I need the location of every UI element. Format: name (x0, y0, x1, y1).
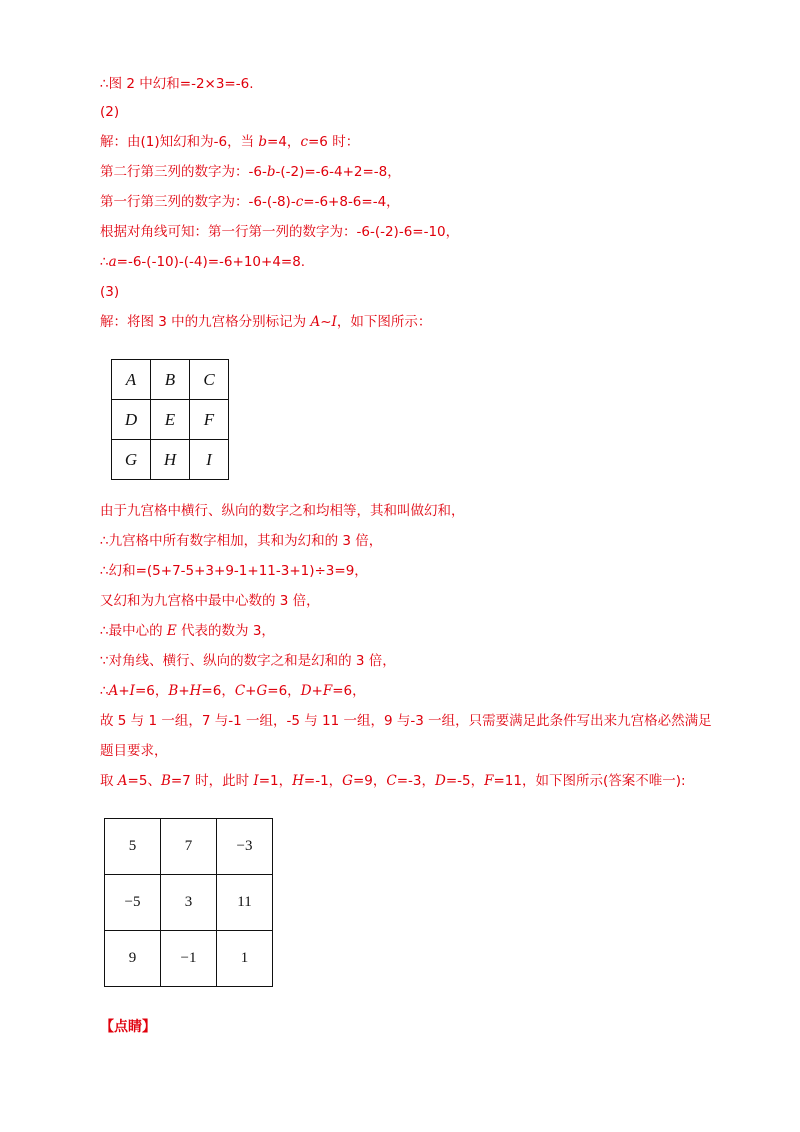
text-segment: + (311, 683, 323, 699)
number-grid-cell: −5 (105, 875, 161, 931)
letter-grid-cell: D (112, 400, 151, 440)
math-variable: F (484, 773, 494, 789)
text-segment: 第一行第三列的数字为：-6-(-8)- (100, 194, 296, 210)
text-segment: 题目要求， (100, 743, 168, 759)
number-grid-row (105, 931, 273, 987)
text-segment: ∴ (100, 254, 109, 270)
text-segment: 代表的数为 3， (176, 623, 275, 639)
math-variable: B (168, 683, 179, 699)
text-segment: + (245, 683, 257, 699)
math-variable: C (234, 683, 246, 699)
text-segment: ∴幻和=(5+7-5+3+9-1+11-3+1)÷3=9， (100, 563, 368, 579)
letter-grid-cell: G (112, 440, 151, 480)
text-line-14 (100, 622, 275, 640)
text-segment: =6， (332, 683, 366, 699)
text-line-3 (100, 133, 359, 151)
text-line-2 (100, 103, 119, 121)
math-variable: b (258, 134, 268, 150)
text-segment: 根据对角线可知：第一行第一列的数字为：-6-(-2)-6=-10， (100, 224, 460, 240)
letter-grid-row (112, 440, 229, 480)
text-segment: ∴九宫格中所有数字相加，其和为幻和的 3 倍， (100, 533, 383, 549)
text-segment: ，如下图所示： (336, 314, 432, 330)
text-line-16 (100, 682, 366, 700)
number-grid-cell: −3 (217, 819, 273, 875)
text-segment: =-6-(-10)-(-4)=-6+10+4=8. (116, 254, 306, 270)
text-segment: + (178, 683, 190, 699)
math-variable: I (331, 314, 337, 330)
math-variable: G (256, 683, 268, 699)
text-segment: =9， (352, 773, 387, 789)
number-grid-cell: 5 (105, 819, 161, 875)
letter-grid-row (112, 360, 229, 400)
text-line-15 (100, 652, 396, 670)
text-line-18 (100, 742, 168, 760)
letter-grid-cell: C (190, 360, 229, 400)
text-line-8 (100, 283, 119, 301)
text-segment: =5、 (127, 773, 161, 789)
math-variable: A (310, 314, 321, 330)
math-variable: G (342, 773, 353, 789)
text-segment: =6， (135, 683, 169, 699)
text-segment: 第二行第三列的数字为：-6- (100, 164, 267, 180)
math-variable: H (292, 773, 304, 789)
number-grid-cell: 1 (217, 931, 273, 987)
letter-grid-cell: H (151, 440, 190, 480)
math-variable: H (189, 683, 202, 699)
text-line-6 (100, 223, 459, 241)
text-segment: =11，如下图所示(答案不唯一): (493, 773, 686, 789)
text-line-19 (100, 772, 686, 790)
math-variable: c (300, 134, 308, 150)
text-segment: 解：将图 3 中的九宫格分别标记为 (100, 314, 311, 330)
math-variable: a (108, 254, 117, 270)
text-line-1 (100, 75, 254, 93)
text-segment: 又幻和为九宫格中最中心数的 3 倍， (100, 593, 320, 609)
text-segment: ~ (320, 314, 332, 330)
text-segment: =4， (267, 134, 301, 150)
text-segment: ∴最中心的 (100, 623, 167, 639)
text-segment: =6， (267, 683, 301, 699)
letter-grid-cell: A (112, 360, 151, 400)
text-segment: =1， (258, 773, 293, 789)
text-line-4 (100, 163, 401, 181)
text-segment: -(-2)=-6-4+2=-8， (275, 164, 401, 180)
number-grid-cell: 11 (217, 875, 273, 931)
text-line-11 (100, 532, 382, 550)
number-grid-row (105, 819, 273, 875)
text-line-9 (100, 313, 431, 331)
text-segment: 解：由(1)知幻和为-6，当 (100, 134, 259, 150)
text-segment: =-6+8-6=-4， (303, 194, 400, 210)
math-variable: F (322, 683, 333, 699)
math-variable: I (253, 773, 259, 789)
number-grid-cell: 3 (161, 875, 217, 931)
text-segment: (2) (100, 104, 120, 120)
text-segment: =-1， (303, 773, 343, 789)
letter-grid-cell: E (151, 400, 190, 440)
number-grid-row (105, 875, 273, 931)
text-segment: ∴图 2 中幻和=-2×3=-6. (100, 76, 254, 92)
text-segment: 由于九宫格中横行、纵向的数字之和均相等，其和叫做幻和， (100, 503, 465, 519)
math-variable: I (129, 683, 135, 699)
text-segment: =7 时，此时 (170, 773, 254, 789)
number-grid-cell: 9 (105, 931, 161, 987)
number-grid-cell: −1 (161, 931, 217, 987)
letter-grid-row (112, 400, 229, 440)
letter-grid-cell: B (151, 360, 190, 400)
letter-grid-cell: F (190, 400, 229, 440)
text-segment: =-3， (396, 773, 435, 789)
math-variable: E (166, 623, 177, 639)
text-line-5 (100, 193, 400, 211)
text-segment: ∴ (100, 683, 109, 699)
math-variable: c (295, 194, 304, 210)
text-line-12 (100, 562, 368, 580)
math-variable: B (160, 773, 171, 789)
math-variable: b (266, 164, 276, 180)
text-line-10 (100, 502, 465, 520)
text-segment: =-5， (445, 773, 485, 789)
letter-grid-cell: I (190, 440, 229, 480)
section-heading-dianjing: 【点睛】 (100, 1019, 156, 1035)
letter-grid (111, 359, 229, 480)
text-segment: 取 (100, 773, 118, 789)
text-segment: =6 时： (308, 134, 360, 150)
text-line-13 (100, 592, 320, 610)
text-segment: 故 5 与 1 一组，7 与-1 一组，-5 与 11 一组，9 与-3 一组，只需要满足此条件写出来九宫格必然满足 (100, 713, 712, 729)
text-line-17 (100, 712, 712, 730)
text-segment: =6， (201, 683, 235, 699)
number-grid-cell: 7 (161, 819, 217, 875)
math-variable: A (117, 773, 128, 789)
text-line-7 (100, 253, 305, 271)
number-grid (104, 818, 273, 987)
text-segment: (3) (100, 284, 120, 300)
math-variable: D (435, 773, 446, 789)
math-variable: C (386, 773, 397, 789)
math-variable: D (300, 683, 312, 699)
text-segment: + (118, 683, 130, 699)
math-variable: A (108, 683, 119, 699)
text-segment: ∵对角线、横行、纵向的数字之和是幻和的 3 倍， (100, 653, 396, 669)
